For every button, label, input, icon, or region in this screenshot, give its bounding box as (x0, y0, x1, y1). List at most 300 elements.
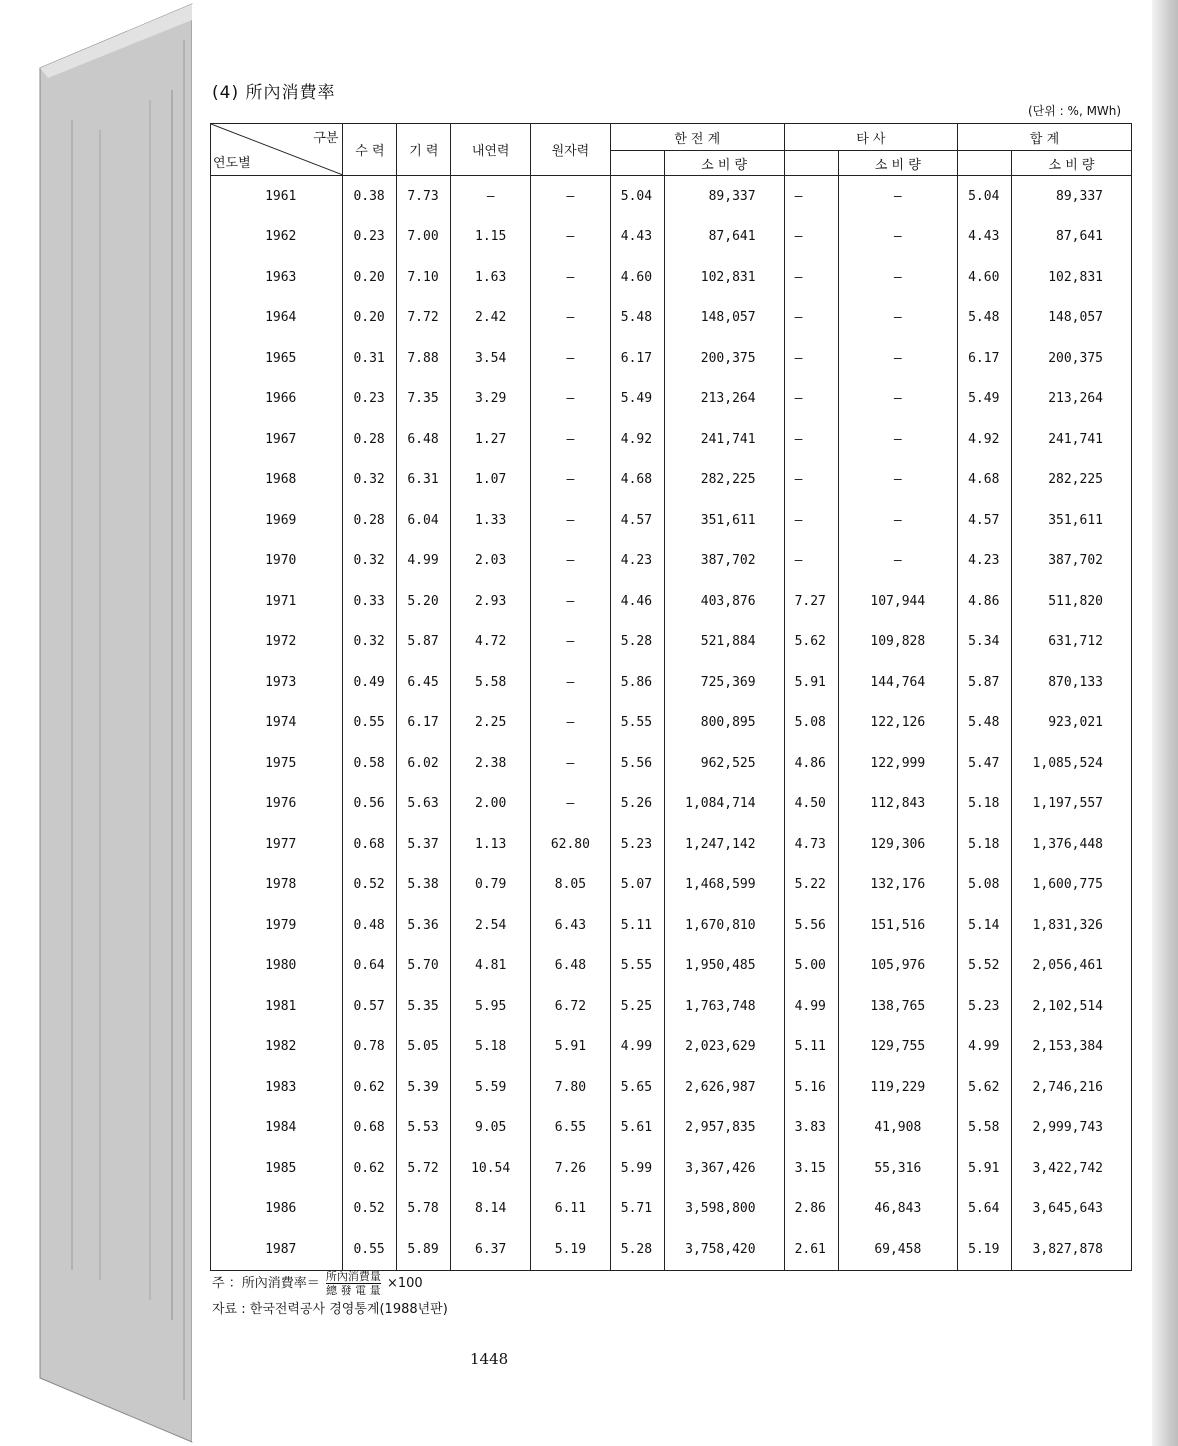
cell-kepco-amt: 200,375 (664, 338, 784, 379)
cell-nuclear: — (531, 460, 611, 501)
cell-other-rate: — (784, 217, 838, 258)
table-row (211, 257, 1132, 298)
cell-other-rate: 4.86 (784, 743, 838, 784)
table-row (211, 1229, 1132, 1270)
cell-other-rate: — (784, 379, 838, 420)
cell-kepco-amt: 962,525 (664, 743, 784, 784)
cell-nuclear: — (531, 622, 611, 663)
cell-other-amt: — (838, 419, 958, 460)
cell-thermal: 5.36 (397, 905, 451, 946)
cell-other-rate: 2.61 (784, 1229, 838, 1270)
cell-kepco-amt: 1,763,748 (664, 986, 784, 1027)
cell-total-rate: 4.57 (958, 500, 1012, 541)
cell-year: 1962 (211, 217, 343, 258)
table-row (211, 784, 1132, 825)
cell-other-amt: 122,126 (838, 703, 958, 744)
cell-total-amt: 87,641 (1012, 217, 1132, 258)
cell-total-rate: 5.49 (958, 379, 1012, 420)
cell-kepco-amt: 241,741 (664, 419, 784, 460)
cell-hydro: 0.68 (343, 824, 397, 865)
cell-internal: 0.79 (451, 865, 531, 906)
cell-nuclear: 6.43 (531, 905, 611, 946)
cell-total-rate: 5.47 (958, 743, 1012, 784)
cell-hydro: 0.23 (343, 217, 397, 258)
cell-other-amt: 122,999 (838, 743, 958, 784)
cell-internal: 1.33 (451, 500, 531, 541)
cell-thermal: 5.37 (397, 824, 451, 865)
cell-total-amt: 511,820 (1012, 581, 1132, 622)
cell-total-amt: 241,741 (1012, 419, 1132, 460)
cell-other-rate: 3.15 (784, 1148, 838, 1189)
cell-year: 1973 (211, 662, 343, 703)
cell-kepco-amt: 2,023,629 (664, 1027, 784, 1068)
cell-year: 1983 (211, 1067, 343, 1108)
table-row (211, 379, 1132, 420)
cell-other-amt: 46,843 (838, 1189, 958, 1230)
table-row (211, 176, 1132, 217)
header-total-group: 합 계 (958, 124, 1132, 151)
cell-year: 1979 (211, 905, 343, 946)
cell-total-amt: 1,085,524 (1012, 743, 1132, 784)
cell-total-amt: 213,264 (1012, 379, 1132, 420)
header-nuclear: 원자력 (531, 124, 611, 176)
source-note: 자료 : 한국전력공사 경영통계(1988년판) (212, 1302, 448, 1317)
cell-hydro: 0.49 (343, 662, 397, 703)
table-row (211, 217, 1132, 258)
cell-hydro: 0.62 (343, 1148, 397, 1189)
header-hydro: 수 력 (343, 124, 397, 176)
cell-thermal: 5.78 (397, 1189, 451, 1230)
cell-kepco-amt: 387,702 (664, 541, 784, 582)
cell-other-rate: 4.99 (784, 986, 838, 1027)
cell-year: 1975 (211, 743, 343, 784)
cell-nuclear: 7.26 (531, 1148, 611, 1189)
cell-internal: — (451, 176, 531, 217)
cell-thermal: 7.00 (397, 217, 451, 258)
cell-internal: 1.13 (451, 824, 531, 865)
cell-nuclear: — (531, 500, 611, 541)
cell-kepco-amt: 800,895 (664, 703, 784, 744)
corner-top-label: 구분 (313, 131, 339, 146)
cell-internal: 9.05 (451, 1108, 531, 1149)
footnote-label: 주 (212, 1276, 225, 1291)
cell-kepco-amt: 148,057 (664, 298, 784, 339)
cell-thermal: 5.63 (397, 784, 451, 825)
cell-internal: 5.59 (451, 1067, 531, 1108)
cell-kepco-rate: 6.17 (610, 338, 664, 379)
cell-other-amt: 105,976 (838, 946, 958, 987)
cell-hydro: 0.28 (343, 500, 397, 541)
cell-internal: 5.18 (451, 1027, 531, 1068)
cell-kepco-amt: 1,247,142 (664, 824, 784, 865)
cell-hydro: 0.58 (343, 743, 397, 784)
cell-other-amt: 119,229 (838, 1067, 958, 1108)
header-corner (211, 124, 343, 176)
cell-year: 1963 (211, 257, 343, 298)
cell-kepco-amt: 351,611 (664, 500, 784, 541)
table-row (211, 1148, 1132, 1189)
cell-nuclear: 6.11 (531, 1189, 611, 1230)
cell-other-rate: — (784, 419, 838, 460)
cell-nuclear: — (531, 176, 611, 217)
cell-internal: 6.37 (451, 1229, 531, 1270)
cell-year: 1977 (211, 824, 343, 865)
cell-year: 1978 (211, 865, 343, 906)
cell-nuclear: 62.80 (531, 824, 611, 865)
cell-other-rate: 5.91 (784, 662, 838, 703)
footnote-denominator: 總 發 電 量 (326, 1284, 381, 1297)
footnote (212, 1270, 423, 1297)
cell-internal: 5.95 (451, 986, 531, 1027)
cell-internal: 2.93 (451, 581, 531, 622)
cell-nuclear: — (531, 379, 611, 420)
cell-thermal: 5.20 (397, 581, 451, 622)
footnote-fraction (326, 1270, 381, 1297)
cell-total-rate: 5.18 (958, 824, 1012, 865)
cell-kepco-rate: 5.04 (610, 176, 664, 217)
cell-year: 1964 (211, 298, 343, 339)
cell-year: 1986 (211, 1189, 343, 1230)
cell-total-amt: 282,225 (1012, 460, 1132, 501)
cell-total-rate: 5.19 (958, 1229, 1012, 1270)
cell-kepco-rate: 5.48 (610, 298, 664, 339)
cell-total-amt: 870,133 (1012, 662, 1132, 703)
table-row (211, 986, 1132, 1027)
table-row (211, 298, 1132, 339)
cell-kepco-rate: 5.61 (610, 1108, 664, 1149)
cell-other-amt: 138,765 (838, 986, 958, 1027)
cell-thermal: 5.70 (397, 946, 451, 987)
cell-thermal: 4.99 (397, 541, 451, 582)
cell-hydro: 0.48 (343, 905, 397, 946)
cell-nuclear: 6.72 (531, 986, 611, 1027)
cell-hydro: 0.32 (343, 460, 397, 501)
cell-thermal: 5.05 (397, 1027, 451, 1068)
cell-year: 1974 (211, 703, 343, 744)
cell-total-rate: 5.08 (958, 865, 1012, 906)
cell-internal: 1.63 (451, 257, 531, 298)
cell-hydro: 0.20 (343, 257, 397, 298)
cell-total-rate: 4.99 (958, 1027, 1012, 1068)
cell-total-rate: 4.23 (958, 541, 1012, 582)
cell-kepco-rate: 5.55 (610, 946, 664, 987)
table-row (211, 581, 1132, 622)
cell-other-rate: — (784, 176, 838, 217)
cell-other-amt: 41,908 (838, 1108, 958, 1149)
table-row (211, 460, 1132, 501)
cell-year: 1967 (211, 419, 343, 460)
cell-total-amt: 1,197,557 (1012, 784, 1132, 825)
cell-year: 1984 (211, 1108, 343, 1149)
cell-total-rate: 5.04 (958, 176, 1012, 217)
cell-kepco-rate: 5.26 (610, 784, 664, 825)
cell-internal: 4.81 (451, 946, 531, 987)
cell-internal: 1.07 (451, 460, 531, 501)
table-row (211, 662, 1132, 703)
table-row (211, 500, 1132, 541)
cell-nuclear: — (531, 298, 611, 339)
cell-thermal: 6.04 (397, 500, 451, 541)
cell-thermal: 6.02 (397, 743, 451, 784)
cell-hydro: 0.28 (343, 419, 397, 460)
cell-hydro: 0.68 (343, 1108, 397, 1149)
cell-year: 1976 (211, 784, 343, 825)
cell-kepco-rate: 5.55 (610, 703, 664, 744)
cell-other-amt: 109,828 (838, 622, 958, 663)
cell-total-amt: 3,645,643 (1012, 1189, 1132, 1230)
cell-thermal: 6.31 (397, 460, 451, 501)
cell-kepco-rate: 5.71 (610, 1189, 664, 1230)
cell-kepco-rate: 5.07 (610, 865, 664, 906)
cell-total-rate: 5.34 (958, 622, 1012, 663)
cell-hydro: 0.55 (343, 703, 397, 744)
cell-other-rate: 5.22 (784, 865, 838, 906)
cell-kepco-amt: 403,876 (664, 581, 784, 622)
cell-thermal: 5.72 (397, 1148, 451, 1189)
cell-internal: 8.14 (451, 1189, 531, 1230)
cell-total-rate: 4.68 (958, 460, 1012, 501)
cell-nuclear: 7.80 (531, 1067, 611, 1108)
cell-year: 1981 (211, 986, 343, 1027)
cell-kepco-amt: 213,264 (664, 379, 784, 420)
table-row (211, 1027, 1132, 1068)
cell-other-rate: 4.50 (784, 784, 838, 825)
footnote-formula-lhs: ：所內消費率＝ (228, 1276, 320, 1291)
cell-thermal: 7.88 (397, 338, 451, 379)
cell-kepco-amt: 725,369 (664, 662, 784, 703)
cell-internal: 2.03 (451, 541, 531, 582)
table-row (211, 865, 1132, 906)
header-kepco-rate-blank (610, 151, 664, 176)
cell-kepco-rate: 5.65 (610, 1067, 664, 1108)
cell-total-rate: 5.18 (958, 784, 1012, 825)
cell-other-amt: — (838, 298, 958, 339)
cell-kepco-amt: 102,831 (664, 257, 784, 298)
cell-other-rate: 5.08 (784, 703, 838, 744)
header-other-consumption: 소 비 량 (838, 151, 958, 176)
cell-thermal: 7.35 (397, 379, 451, 420)
cell-total-rate: 5.91 (958, 1148, 1012, 1189)
cell-thermal: 5.87 (397, 622, 451, 663)
cell-internal: 2.54 (451, 905, 531, 946)
cell-other-rate: 5.16 (784, 1067, 838, 1108)
cell-total-amt: 2,746,216 (1012, 1067, 1132, 1108)
cell-thermal: 5.38 (397, 865, 451, 906)
cell-total-rate: 5.14 (958, 905, 1012, 946)
table-row (211, 743, 1132, 784)
cell-year: 1982 (211, 1027, 343, 1068)
cell-nuclear: — (531, 419, 611, 460)
cell-total-rate: 4.60 (958, 257, 1012, 298)
cell-other-amt: 151,516 (838, 905, 958, 946)
cell-other-rate: — (784, 338, 838, 379)
cell-internal: 3.54 (451, 338, 531, 379)
cell-total-amt: 387,702 (1012, 541, 1132, 582)
cell-other-amt: — (838, 176, 958, 217)
cell-hydro: 0.56 (343, 784, 397, 825)
cell-total-rate: 5.64 (958, 1189, 1012, 1230)
cell-hydro: 0.57 (343, 986, 397, 1027)
cell-kepco-rate: 5.86 (610, 662, 664, 703)
cell-year: 1970 (211, 541, 343, 582)
cell-nuclear: 5.19 (531, 1229, 611, 1270)
unit-note: (단위 : %, MWh) (1028, 104, 1122, 118)
footnote-multiplier: ×100 (387, 1276, 423, 1291)
table-row (211, 905, 1132, 946)
cell-thermal: 6.45 (397, 662, 451, 703)
cell-thermal: 7.10 (397, 257, 451, 298)
cell-total-amt: 2,102,514 (1012, 986, 1132, 1027)
cell-nuclear: 6.55 (531, 1108, 611, 1149)
cell-year: 1965 (211, 338, 343, 379)
cell-total-amt: 1,376,448 (1012, 824, 1132, 865)
cell-total-rate: 4.43 (958, 217, 1012, 258)
cell-total-rate: 4.86 (958, 581, 1012, 622)
cell-total-amt: 923,021 (1012, 703, 1132, 744)
cell-other-amt: 107,944 (838, 581, 958, 622)
cell-total-amt: 148,057 (1012, 298, 1132, 339)
table-row (211, 338, 1132, 379)
cell-year: 1985 (211, 1148, 343, 1189)
header-total-rate-blank (958, 151, 1012, 176)
cell-internal: 4.72 (451, 622, 531, 663)
cell-other-rate: — (784, 257, 838, 298)
cell-total-amt: 2,999,743 (1012, 1108, 1132, 1149)
cell-kepco-amt: 1,084,714 (664, 784, 784, 825)
cell-hydro: 0.32 (343, 622, 397, 663)
cell-total-rate: 5.52 (958, 946, 1012, 987)
cell-nuclear: — (531, 217, 611, 258)
cell-total-rate: 5.87 (958, 662, 1012, 703)
cell-nuclear: — (531, 581, 611, 622)
cell-other-rate: — (784, 460, 838, 501)
cell-thermal: 5.39 (397, 1067, 451, 1108)
cell-internal: 1.27 (451, 419, 531, 460)
cell-other-amt: — (838, 541, 958, 582)
cell-year: 1969 (211, 500, 343, 541)
cell-total-rate: 5.58 (958, 1108, 1012, 1149)
header-other-group: 타 사 (784, 124, 958, 151)
cell-thermal: 5.35 (397, 986, 451, 1027)
header-kepco-consumption: 소 비 량 (664, 151, 784, 176)
cell-hydro: 0.64 (343, 946, 397, 987)
cell-hydro: 0.38 (343, 176, 397, 217)
cell-total-rate: 5.48 (958, 703, 1012, 744)
cell-total-amt: 200,375 (1012, 338, 1132, 379)
cell-kepco-rate: 4.60 (610, 257, 664, 298)
cell-hydro: 0.62 (343, 1067, 397, 1108)
cell-nuclear: — (531, 662, 611, 703)
cell-other-amt: 144,764 (838, 662, 958, 703)
title-number: (4) (212, 83, 240, 103)
cell-kepco-rate: 4.23 (610, 541, 664, 582)
cell-other-rate: 4.73 (784, 824, 838, 865)
cell-other-amt: — (838, 460, 958, 501)
cell-thermal: 7.73 (397, 176, 451, 217)
cell-total-amt: 351,611 (1012, 500, 1132, 541)
cell-internal: 10.54 (451, 1148, 531, 1189)
cell-kepco-rate: 5.11 (610, 905, 664, 946)
table-row (211, 622, 1132, 663)
cell-other-amt: 129,306 (838, 824, 958, 865)
cell-kepco-amt: 282,225 (664, 460, 784, 501)
cell-year: 1971 (211, 581, 343, 622)
cell-other-rate: 3.83 (784, 1108, 838, 1149)
cell-other-rate: 5.56 (784, 905, 838, 946)
cell-other-rate: — (784, 541, 838, 582)
cell-thermal: 5.53 (397, 1108, 451, 1149)
cell-total-rate: 5.62 (958, 1067, 1012, 1108)
table-row (211, 1108, 1132, 1149)
cell-nuclear: — (531, 338, 611, 379)
cell-thermal: 6.17 (397, 703, 451, 744)
table-row (211, 419, 1132, 460)
cell-kepco-rate: 4.92 (610, 419, 664, 460)
cell-kepco-rate: 5.56 (610, 743, 664, 784)
cell-kepco-rate: 5.28 (610, 622, 664, 663)
cell-internal: 5.58 (451, 662, 531, 703)
page-edge-shadow (1152, 0, 1178, 1446)
cell-nuclear: 8.05 (531, 865, 611, 906)
cell-kepco-rate: 4.46 (610, 581, 664, 622)
cell-kepco-rate: 5.28 (610, 1229, 664, 1270)
cell-kepco-amt: 3,758,420 (664, 1229, 784, 1270)
cell-hydro: 0.52 (343, 865, 397, 906)
cell-hydro: 0.31 (343, 338, 397, 379)
cell-thermal: 7.72 (397, 298, 451, 339)
cell-kepco-amt: 1,468,599 (664, 865, 784, 906)
corner-bottom-label: 연도별 (213, 156, 251, 171)
cell-internal: 1.15 (451, 217, 531, 258)
cell-kepco-amt: 2,626,987 (664, 1067, 784, 1108)
cell-internal: 2.25 (451, 703, 531, 744)
cell-other-amt: — (838, 257, 958, 298)
header-total-consumption: 소 비 량 (1012, 151, 1132, 176)
cell-thermal: 6.48 (397, 419, 451, 460)
cell-kepco-amt: 3,367,426 (664, 1148, 784, 1189)
cell-kepco-amt: 2,957,835 (664, 1108, 784, 1149)
cell-total-rate: 6.17 (958, 338, 1012, 379)
cell-kepco-rate: 4.43 (610, 217, 664, 258)
cell-other-amt: 112,843 (838, 784, 958, 825)
cell-total-amt: 2,056,461 (1012, 946, 1132, 987)
cell-total-rate: 5.48 (958, 298, 1012, 339)
cell-other-amt: — (838, 379, 958, 420)
cell-other-rate: 2.86 (784, 1189, 838, 1230)
table-title (212, 78, 336, 103)
cell-kepco-rate: 5.49 (610, 379, 664, 420)
consumption-rate-table (210, 123, 1132, 1271)
cell-kepco-rate: 4.68 (610, 460, 664, 501)
cell-kepco-amt: 87,641 (664, 217, 784, 258)
cell-kepco-amt: 3,598,800 (664, 1189, 784, 1230)
cell-hydro: 0.33 (343, 581, 397, 622)
cell-kepco-amt: 89,337 (664, 176, 784, 217)
header-other-rate-blank (784, 151, 838, 176)
cell-nuclear: — (531, 541, 611, 582)
cell-internal: 2.00 (451, 784, 531, 825)
cell-kepco-amt: 1,950,485 (664, 946, 784, 987)
cell-year: 1980 (211, 946, 343, 987)
cell-other-rate: — (784, 500, 838, 541)
cell-other-rate: — (784, 298, 838, 339)
cell-total-rate: 4.92 (958, 419, 1012, 460)
cell-other-amt: 69,458 (838, 1229, 958, 1270)
table-row (211, 946, 1132, 987)
footnote-numerator: 所內消費量 (325, 1270, 381, 1283)
cell-other-rate: 5.62 (784, 622, 838, 663)
table-row (211, 1189, 1132, 1230)
